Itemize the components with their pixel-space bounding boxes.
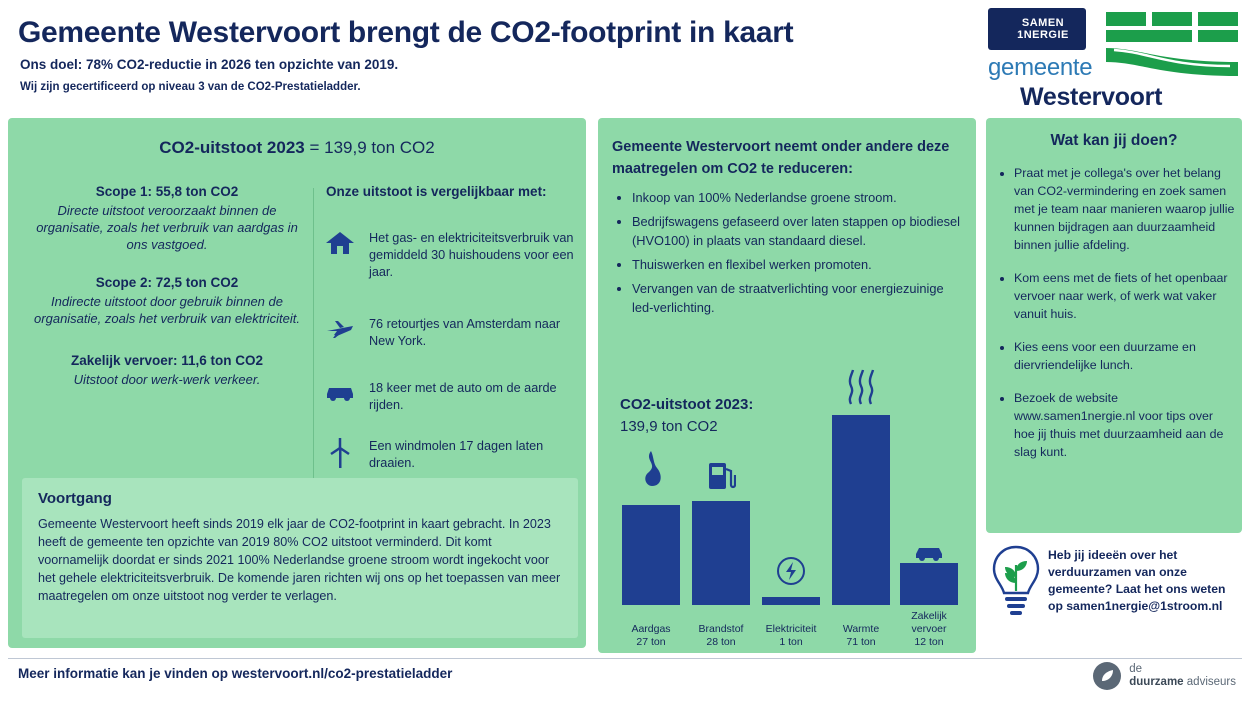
emissions-panel [8, 118, 586, 648]
bar-category-aardgas: Aardgas [631, 623, 671, 635]
footer-logo-line3: adviseurs [1186, 676, 1236, 688]
chart-title: CO2-uitstoot 2023: [620, 396, 754, 413]
house-icon [323, 230, 357, 261]
car-icon [323, 380, 357, 407]
windmill-icon [323, 438, 357, 475]
measure-item: • Thuiswerken en flexibel werken promoten. [632, 255, 966, 274]
scope-1-title: Scope 1: 55,8 ton CO2 [95, 184, 239, 199]
measure-item: • Inkoop van 100% Nederlandse groene stroom. [632, 188, 966, 207]
footer-text: Meer informatie kan je vinden op westervoort.nl/co2-prestatieladder [18, 666, 453, 681]
measures-panel [598, 118, 976, 653]
scope-3-desc: Uitstoot door werk-werk verkeer. [73, 372, 261, 387]
bar-aardgas [622, 505, 680, 605]
scope-3-title: Zakelijk vervoer: 11,6 ton CO2 [70, 353, 264, 368]
bar-value-elektriciteit: 1 ton [779, 636, 803, 648]
samen-logo-line2: 1NERGIE [1017, 29, 1069, 41]
fuel-pump-icon [692, 459, 750, 498]
bar-category-warmte: Warmte [842, 623, 880, 635]
bar-label-aardgas [618, 623, 684, 649]
bar-category-elektriciteit: Elektriciteit [765, 623, 817, 635]
idea-text: Heb jij ideeën over het verduurzamen van onze gemeente? Laat het ons weten op samen1nergie@1stroom.nl [1048, 548, 1226, 613]
bar-value-zakelijk-vervoer: 12 ton [914, 636, 944, 648]
heat-waves-icon [832, 368, 890, 411]
comparison-text-airplane: 76 retourtjes van Amsterdam naar New York. [369, 317, 561, 348]
comparison-text-car: 18 keer met de auto om de aarde rijden. [369, 381, 557, 412]
footer-logo-line2: duurzame [1129, 676, 1184, 688]
bar-category-zakelijk-vervoer: Zakelijk vervoer [911, 610, 947, 635]
comparison-item-windmill [323, 438, 588, 475]
comparison-heading: Onze uitstoot is vergelijkbaar met: [326, 184, 547, 199]
emissions-heading-bold: CO2-uitstoot 2023 [159, 138, 305, 157]
emissions-bar-chart [612, 368, 968, 653]
page-subtitle-secondary: Wij zijn gecertificeerd op niveau 3 van de CO2-Prestatieladder. [20, 81, 361, 93]
comparison-item-airplane [323, 316, 588, 350]
measure-item: • Bedrijfswagens gefaseerd over laten stappen op biodiesel (HVO100) in plaats van standaard diesel. [632, 212, 966, 250]
westervoort-wordmark: Westervoort [1020, 83, 1163, 111]
bar-zakelijk-vervoer [900, 563, 958, 605]
progress-box [22, 478, 578, 638]
samen-logo-text [1017, 17, 1069, 41]
chart-subtitle: 139,9 ton CO2 [620, 418, 718, 435]
scope-2-desc: Indirecte uitstoot door gebruik binnen de organisatie, zoals het verbruik van elektriciteit. [34, 294, 300, 326]
tips-panel [986, 118, 1242, 533]
bar-warmte [832, 415, 890, 605]
measures-list [614, 188, 966, 322]
tip-item: • Kom eens met de fiets of het openbaar vervoer naar werk, of werk wat vaker vanuit huis. [1014, 269, 1236, 323]
comparison-item-house [323, 230, 588, 281]
comparison-item-car [323, 380, 588, 414]
samen1nergie-logo [988, 8, 1086, 50]
page-subtitle: Ons doel: 78% CO2-reductie in 2026 ten opzichte van 2019. [20, 57, 399, 72]
idea-callout [986, 543, 1242, 648]
measure-item: • Vervangen van de straatverlichting voor energiezuinige led-verlichting. [632, 279, 966, 317]
footer-divider [8, 658, 1242, 659]
leaf-icon [1093, 662, 1121, 690]
bar-brandstof [692, 501, 750, 605]
emissions-heading-value: = 139,9 ton CO2 [304, 138, 435, 157]
bar-label-warmte [828, 623, 894, 649]
gemeente-wordmark: gemeente [988, 54, 1093, 81]
footer-logo-line1: de [1129, 663, 1143, 675]
bar-label-zakelijk-vervoer [896, 610, 962, 649]
progress-heading: Voortgang [38, 490, 112, 507]
bar-elektriciteit [762, 597, 820, 605]
bar-value-warmte: 71 ton [846, 636, 876, 648]
flame-icon [622, 450, 680, 493]
measures-heading: Gemeente Westervoort neemt onder andere deze maatregelen om CO2 te reduceren: [612, 139, 950, 177]
page-title: Gemeente Westervoort brengt de CO2-footprint in kaart [18, 16, 794, 49]
tips-heading: Wat kan jij doen? [1050, 132, 1178, 149]
tip-item: • Praat met je collega's over het belang van CO2-vermindering en zoek samen met je team naar manieren waarop jullie kunnen bijdragen aan duurzaamheid binnen jullie afdeling. [1014, 164, 1236, 254]
emissions-heading [8, 138, 586, 158]
bar-category-brandstof: Brandstof [698, 623, 744, 635]
bar-value-brandstof: 28 ton [706, 636, 736, 648]
westervoort-emblem-icon [1100, 6, 1245, 78]
duurzame-adviseurs-logo [1093, 662, 1236, 690]
scope-list [26, 184, 308, 388]
scope-1-desc: Directe uitstoot veroorzaakt binnen de organisatie, zoals het verbruik van aardgas in ons vastgoed. [36, 203, 298, 252]
header [0, 0, 1250, 115]
bar-label-elektriciteit [758, 623, 824, 649]
comparison-text-house: Het gas- en elektriciteitsverbruik van gemiddeld 30 huishoudens voor een jaar. [369, 231, 574, 279]
comparison-text-windmill: Een windmolen 17 dagen laten draaien. [369, 439, 544, 470]
scope-2-title: Scope 2: 72,5 ton CO2 [95, 275, 239, 290]
tip-item: • Kies eens voor een duurzame en diervriendelijke lunch. [1014, 338, 1236, 374]
bar-value-aardgas: 27 ton [636, 636, 666, 648]
tip-item: • Bezoek de website www.samen1nergie.nl voor tips over hoe jij thuis met duurzaamheid aan de slag kunt. [1014, 389, 1236, 461]
progress-text: Gemeente Westervoort heeft sinds 2019 elk jaar de CO2-footprint in kaart gebracht. In 2023 heeft de gemeente ten opzichte van 2019 80% CO2 uitstoot verminderd. Dit komt voornamelijk doordat er sinds 2021 100% Nederlandse groene stroom wordt ingekocht voor het gehele elektriciteitsverbruik. De komende jaren richten wij ons op het toepassen van meer maatregelen om onze uitstoot nog verder te verlagen. [38, 517, 561, 603]
bar-label-brandstof [688, 623, 754, 649]
lightning-icon [762, 556, 820, 591]
lightbulb-icon [990, 543, 1042, 621]
tips-list [996, 164, 1236, 476]
footer-logo-text [1129, 663, 1236, 689]
airplane-icon [323, 316, 357, 347]
samen-logo-line1: SAMEN [1021, 17, 1065, 29]
